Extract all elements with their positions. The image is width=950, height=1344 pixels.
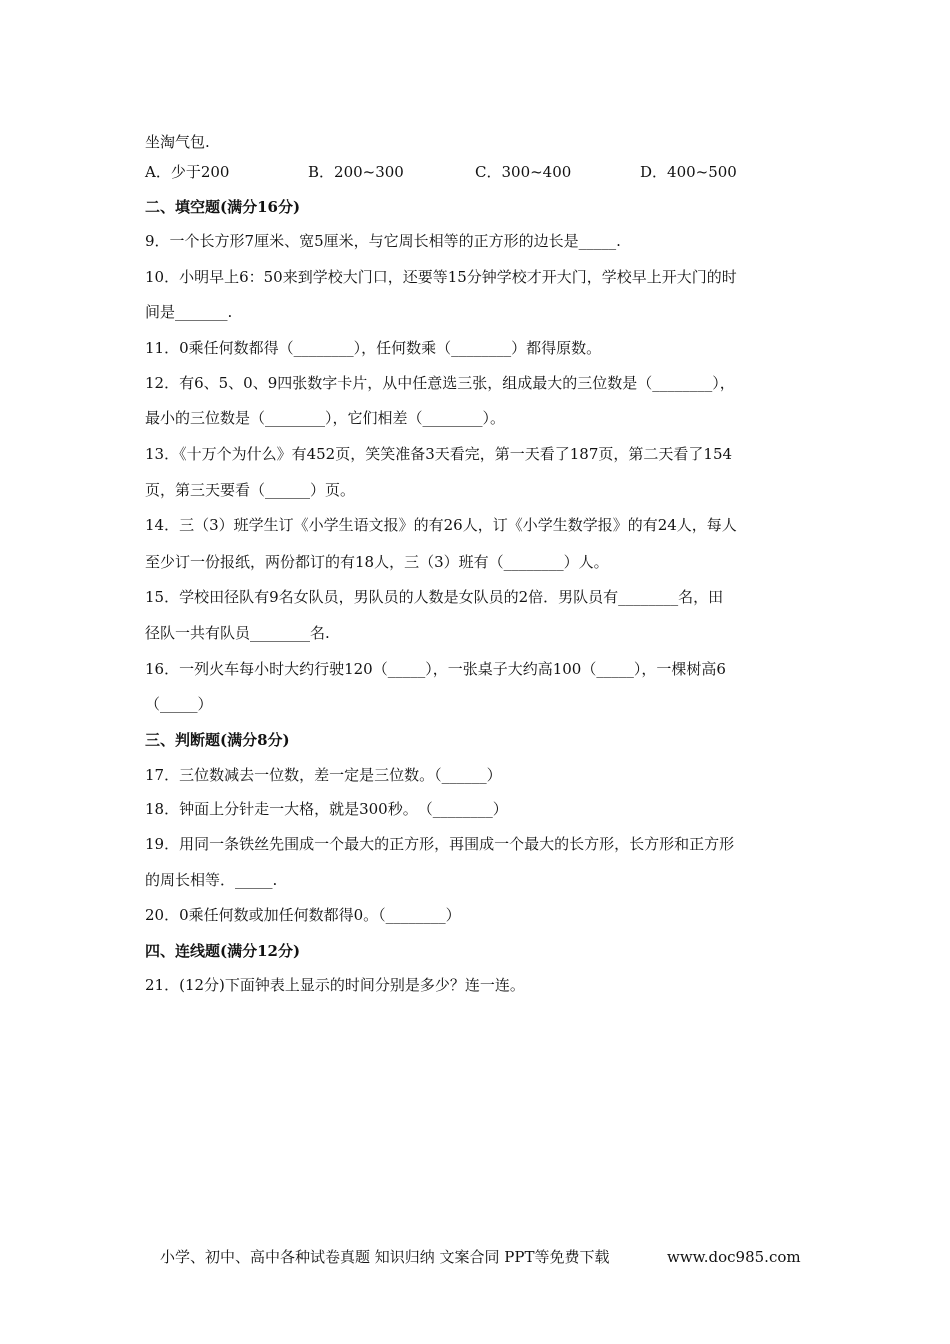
question-10-continuation: 间是_______. xyxy=(145,303,233,321)
section-heading-fill-blank: 二、填空题(满分16分) xyxy=(145,198,301,216)
question-8-continuation: 坐淘气包. xyxy=(145,133,210,151)
question-11: 11．0乘任何数都得（________），任何数乘（________）都得原数。 xyxy=(145,339,602,357)
question-10: 10．小明早上6：50来到学校大门口，还要等15分钟学校才开大门，学校早上开大门的时 xyxy=(145,268,737,286)
question-16: 16．一列火车每小时大约行驶120（_____），一张桌子大约高100（_____），一棵树高6 xyxy=(145,660,726,678)
page-footer xyxy=(160,1247,800,1267)
section-heading-true-false: 三、判断题(满分8分) xyxy=(145,731,290,749)
question-9: 9．一个长方形7厘米、宽5厘米，与它周长相等的正方形的边长是_____. xyxy=(145,232,621,250)
option-a: A．少于200 xyxy=(145,163,230,181)
question-16-continuation: （_____） xyxy=(145,695,213,713)
question-19-continuation: 的周长相等．_____. xyxy=(145,871,278,889)
section-heading-matching: 四、连线题(满分12分) xyxy=(145,942,301,960)
option-c: C．300~400 xyxy=(475,163,572,181)
question-13-continuation: 页，第三天要看（______）页。 xyxy=(145,481,356,499)
question-12-continuation: 最小的三位数是（________），它们相差（________）。 xyxy=(145,409,506,427)
question-18: 18．钟面上分针走一大格，就是300秒。 （________） xyxy=(145,800,508,818)
question-17: 17．三位数减去一位数，差一定是三位数。（______） xyxy=(145,766,502,784)
question-20: 20．0乘任何数或加任何数都得0。（________） xyxy=(145,906,461,924)
question-15-continuation: 径队一共有队员________名. xyxy=(145,624,330,642)
question-14-continuation: 至少订一份报纸，两份都订的有18人，三（3）班有（________）人。 xyxy=(145,553,609,571)
question-15: 15．学校田径队有9名女队员，男队员的人数是女队员的2倍．男队员有________名，田 xyxy=(145,588,724,606)
question-12: 12．有6、5、0、9四张数字卡片，从中任意选三张，组成最大的三位数是（________）， xyxy=(145,374,735,392)
footer-text: 小学、初中、高中各种试卷真题 知识归纳 文案合同 PPT等免费下载 xyxy=(160,1248,610,1266)
question-13: 13．《十万个为什么》有452页，笑笑准备3天看完，第一天看了187页，第二天看了154 xyxy=(145,445,733,463)
option-b: B．200~300 xyxy=(308,163,404,181)
question-19: 19．用同一条铁丝先围成一个最大的正方形，再围成一个最大的长方形，长方形和正方形 xyxy=(145,835,735,853)
question-21: 21．(12分)下面钟表上显示的时间分别是多少？连一连。 xyxy=(145,976,525,994)
question-14: 14．三（3）班学生订《小学生语文报》的有26人，订《小学生数学报》的有24人，每人 xyxy=(145,516,737,534)
footer-site-link[interactable]: www.doc985.com xyxy=(667,1248,801,1266)
option-d: D．400~500 xyxy=(640,163,737,181)
